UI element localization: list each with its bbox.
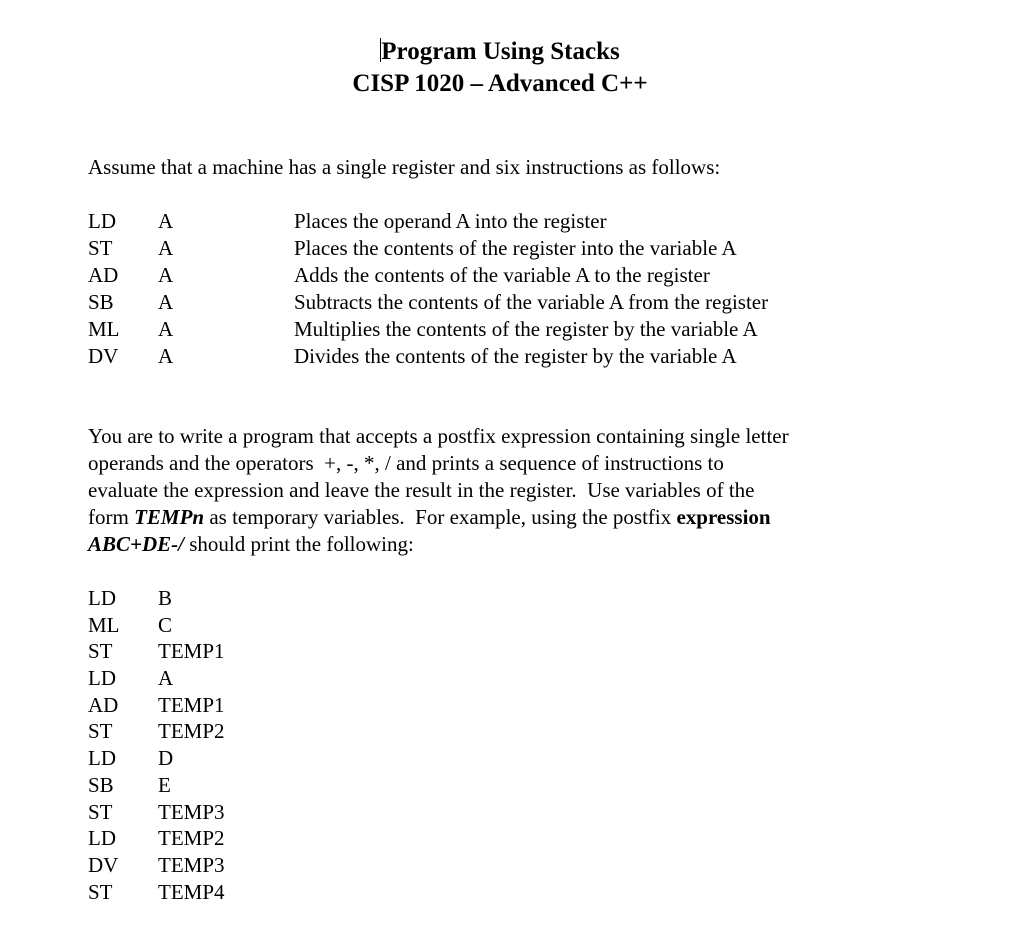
program-opcode: ST [88,639,113,664]
program-opcode: LD [88,586,116,610]
program-operand: TEMP4 [158,879,225,904]
expression-word: expression [676,505,771,529]
program-operand: TEMP3 [158,799,225,824]
instruction-row [88,235,768,262]
instruction-description: Divides the contents of the register by the variable A [294,344,737,368]
paragraph-line [88,477,918,504]
program-opcode: ST [88,719,113,744]
instruction-description: Places the operand A into the register [294,209,607,233]
paragraph-text: You are to write a program that accepts a postfix expression containing single letter [88,424,789,448]
program-opcode: LD [88,746,116,771]
paragraph-text: / and prints a sequence of instructions to [379,451,724,475]
program-operand: TEMP3 [158,852,225,877]
program-line [88,772,225,799]
program-operand: TEMP1 [158,692,225,717]
instruction-description: Adds the contents of the variable A to the register [294,263,710,287]
instruction-opcode: ML [88,317,120,341]
instruction-opcode: DV [88,344,119,368]
program-line [88,718,225,745]
instruction-opcode: LD [88,209,116,233]
instruction-operand: A [158,290,174,314]
program-line [88,665,225,692]
paragraph-line [88,531,918,558]
document-title [0,36,1000,68]
instruction-description: Places the contents of the register into the variable A [294,236,737,260]
instruction-operand: A [158,263,174,287]
instruction-operand: A [158,344,174,368]
example-expression: ABC+DE-/ [88,532,184,556]
program-line [88,692,225,719]
program-operand: TEMP2 [158,719,225,744]
instruction-operand: A [158,317,174,341]
program-opcode: ST [88,799,113,824]
paragraph-text: form [88,505,135,529]
paragraph-line [88,504,918,531]
title-text: Program Using Stacks [381,38,620,65]
paragraph-line [88,423,918,450]
instruction-row [88,262,768,289]
instruction-description: Subtracts the contents of the variable A from the register [294,290,769,314]
program-operand: B [158,586,173,610]
instruction-operand: A [158,209,174,233]
temp-variable-name: TEMPn [134,505,205,529]
program-operand: E [158,772,171,797]
program-line [88,825,225,852]
example-program-listing [88,585,225,905]
operators-text: +, -, *, [324,451,380,475]
instruction-row [88,316,768,343]
instruction-row [88,208,768,235]
instruction-set-table [88,208,768,370]
paragraph-text: operands and the operators [88,451,325,475]
assignment-paragraph [88,423,918,558]
paragraph-text: evaluate the expression and leave the result in the register. Use variables of the [88,478,755,502]
program-opcode: ML [88,612,120,637]
program-operand: TEMP2 [158,826,225,851]
document-header [0,36,1000,100]
instruction-operand: A [158,236,174,260]
intro-text: Assume that a machine has a single register and six instructions as follows: [88,155,721,179]
paragraph-text: as temporary variables. For example, using the postfix [204,505,677,529]
program-line [88,852,225,879]
instruction-row [88,289,768,316]
program-opcode: AD [88,692,119,717]
program-opcode: LD [88,666,116,691]
program-line [88,638,225,665]
program-operand: TEMP1 [158,639,225,664]
program-operand: A [158,666,174,691]
program-opcode: SB [88,772,114,797]
program-operand: C [158,612,173,637]
program-line [88,879,225,906]
instruction-opcode: SB [88,290,114,314]
program-line [88,612,225,639]
instruction-row [88,343,768,370]
instruction-description: Multiplies the contents of the register by the variable A [294,317,758,341]
program-operand: D [158,746,174,771]
instruction-opcode: AD [88,263,119,287]
program-line [88,585,225,612]
instruction-opcode: ST [88,236,113,260]
program-line [88,799,225,826]
program-opcode: ST [88,879,113,904]
document-subtitle: CISP 1020 – Advanced C++ [352,70,648,97]
paragraph-text: should print the following: [184,532,414,556]
program-opcode: LD [88,826,116,851]
program-line [88,745,225,772]
program-opcode: DV [88,852,119,877]
paragraph-line [88,450,918,477]
